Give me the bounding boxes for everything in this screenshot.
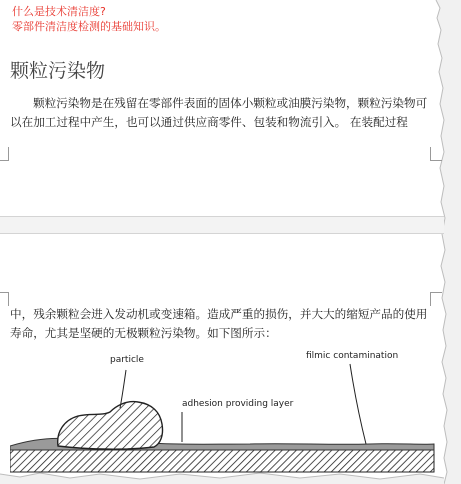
page1-paragraph: [10, 94, 436, 132]
page-corner-mark: [8, 292, 9, 306]
contamination-diagram: [10, 340, 436, 474]
page-corner-mark: [0, 147, 9, 161]
page-corner-mark: [0, 160, 8, 161]
page-corner-mark: [0, 292, 8, 293]
label-filmic: filmic contamination: [306, 351, 399, 361]
page-corner-mark: [430, 292, 442, 293]
particle-shape: [58, 402, 163, 450]
page-break-gap: [0, 216, 444, 234]
label-adhesion: adhesion providing layer: [182, 399, 294, 409]
page-corner-mark: [430, 160, 442, 161]
header-note-1: 什么是技术清洁度?: [12, 5, 106, 18]
substrate: [10, 450, 434, 472]
page-corner-mark: [430, 147, 431, 161]
page1-line-2: 以在加工过程中产生，也可以通过供应商零件、包装和物流引入。 在装配过程: [10, 115, 408, 129]
leader-filmic: [350, 364, 366, 444]
label-particle: particle: [110, 355, 144, 365]
section-heading: 颗粒污染物: [10, 60, 106, 82]
page2-line-2: 寿命，尤其是坚硬的无极颗粒污染物。如下图所示：: [10, 326, 277, 340]
page-corner-mark: [430, 292, 431, 306]
page2-paragraph: [10, 305, 440, 343]
page1-line-1: 颗粒污染物是在残留在零部件表面的固体小颗粒或油膜污染物，颗粒污染物可: [33, 96, 428, 110]
page2-line-1: 中，残余颗粒会进入发动机或变速箱。造成严重的损伤，并大大的缩短产品的使用: [10, 307, 428, 321]
header-note-2: 零部件清洁度检测的基础知识。: [12, 20, 166, 33]
